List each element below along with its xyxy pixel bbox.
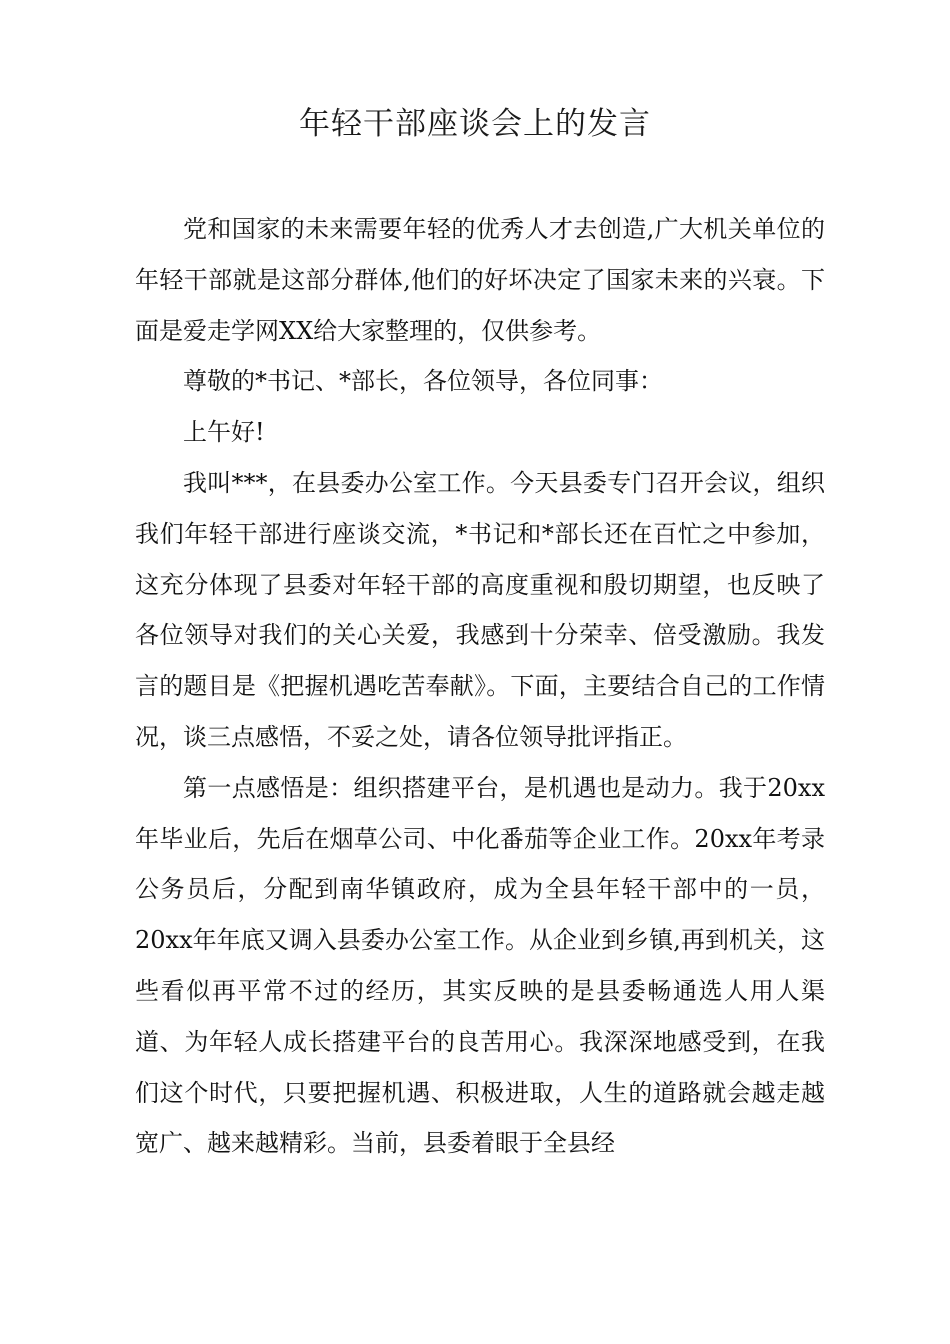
paragraph-self-introduction: 我叫***，在县委办公室工作。今天县委专门召开会议，组织我们年轻干部进行座谈交流，*书记和*部长还在百忙之中参加，这充分体现了县委对年轻干部的高度重视和殷切期望，也反映了各位领导对我们的关心关爱，我感到十分荣幸、倍受激励。我发言的题目是《把握机遇吃苦奉献》。下面，主要结合自己的工作情况，谈三点感悟，不妥之处，请各位领导批评指正。 <box>135 468 825 751</box>
document-body <box>135 204 825 1169</box>
paragraph-greeting: 上午好! <box>183 418 265 447</box>
paragraph-salutation: 尊敬的*书记、*部长，各位领导，各位同事： <box>183 367 663 396</box>
paragraph-first-insight: 第一点感悟是：组织搭建平台，是机遇也是动力。我于20xx年毕业后，先后在烟草公司、中化番茄等企业工作。20xx年考录公务员后，分配到南华镇政府，成为全县年轻干部中的一员，20xx年年底又调入县委办公室工作。从企业到乡镇,再到机关，这些看似再平常不过的经历，其实反映的是县委畅通选人用人渠道、为年轻人成长搭建平台的良苦用心。我深深地感受到，在我们这个时代，只要把握机遇、积极进取，人生的道路就会越走越宽广、越来越精彩。当前，县委着眼于全县经 <box>135 773 825 1158</box>
paragraph-intro: 党和国家的未来需要年轻的优秀人才去创造,广大机关单位的年轻干部就是这部分群体,他们的好坏决定了国家未来的兴衰。下面是爱走学网XX给大家整理的，仅供参考。 <box>135 215 825 345</box>
document-title: 年轻干部座谈会上的发言 <box>299 106 651 142</box>
